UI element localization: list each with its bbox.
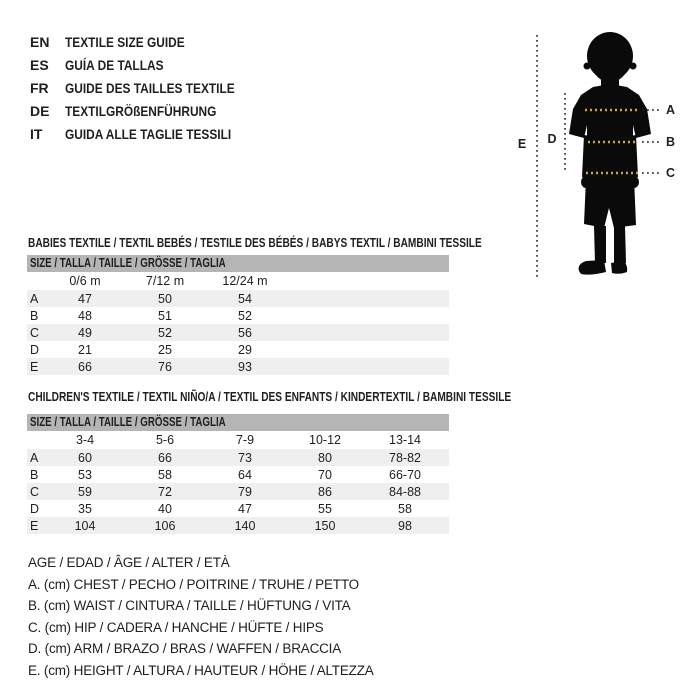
size-header-text: SIZE / TALLA / TAILLE / GRÖSSE / TAGLIA (30, 415, 226, 429)
size-cell: 150 (314, 518, 336, 533)
table-row (27, 500, 449, 517)
children-column-header-row (27, 431, 449, 449)
column-header-cell: 0/6 m (69, 274, 101, 288)
filler-cell (285, 358, 449, 375)
size-cell: 56 (238, 325, 252, 340)
size-cell: 78-82 (389, 450, 421, 465)
row-label-cell: E (30, 518, 39, 533)
size-cell: 29 (238, 342, 252, 357)
children-section-title-text: CHILDREN'S TEXTILE / TEXTIL NIÑO/A / TEXTIL DES ENFANTS / KINDERTEXTIL / BAMBINI TESSILE (28, 389, 512, 404)
language-row-en (30, 31, 265, 54)
size-cell: 49 (78, 325, 92, 340)
legend-item-chest: A. (cm) CHEST / PECHO / POITRINE / TRUHE / PETTO (28, 576, 359, 592)
size-cell: 79 (238, 484, 252, 499)
measurement-legend (28, 552, 374, 681)
filler-cell (445, 431, 449, 449)
size-cell: 140 (234, 518, 256, 533)
filler-cell (445, 466, 449, 483)
language-title: GUIDA ALLE TAGLIE TESSILI (65, 126, 232, 142)
table-row (27, 307, 449, 324)
language-code: DE (30, 103, 50, 119)
size-cell: 55 (318, 501, 332, 516)
size-cell: 48 (78, 308, 92, 323)
legend-age-line: AGE / EDAD / ÂGE / ALTER / ETÀ (28, 555, 230, 570)
language-list (30, 31, 265, 146)
language-title: GUIDE DES TAILLES TEXTILE (65, 80, 235, 96)
row-label-cell: B (30, 467, 39, 482)
column-header-cell: 3-4 (75, 433, 95, 447)
language-row-de (30, 100, 265, 123)
language-row-it (30, 123, 265, 146)
size-cell: 35 (78, 501, 92, 516)
babies-section-title (28, 236, 610, 250)
size-cell: 72 (158, 484, 172, 499)
table-row (27, 449, 449, 466)
size-cell: 40 (158, 501, 172, 516)
babies-table (27, 272, 449, 375)
filler-cell (445, 517, 449, 534)
legend-item-hip: C. (cm) HIP / CADERA / HANCHE / HÜFTE / HIPS (28, 619, 324, 635)
measure-label-c: C (666, 166, 676, 180)
column-header-cell: 12/24 m (222, 274, 268, 288)
language-code: FR (30, 80, 49, 96)
column-header-cell: 10-12 (309, 433, 341, 447)
measure-label-d: D (547, 132, 557, 146)
filler-cell (285, 324, 449, 341)
table-row (27, 466, 449, 483)
corner-cell (27, 431, 45, 449)
size-cell: 52 (158, 325, 172, 340)
table-row (27, 483, 449, 500)
filler-cell (285, 307, 449, 324)
filler-cell (445, 483, 449, 500)
size-cell: 50 (158, 291, 172, 306)
row-label-cell: E (30, 359, 39, 374)
column-header-cell: 7/12 m (145, 274, 185, 288)
language-code: ES (30, 57, 49, 73)
table-row (27, 324, 449, 341)
row-label-cell: B (30, 308, 39, 323)
table-row (27, 341, 449, 358)
legend-item-height: E. (cm) HEIGHT / ALTURA / HAUTEUR / HÖHE / ALTEZZA (28, 662, 374, 678)
babies-section-title-text: BABIES TEXTILE / TEXTIL BEBÉS / TESTILE DES BÉBÉS / BABYS TEXTIL / BAMBINI TESSILE (28, 235, 482, 250)
size-cell: 76 (158, 359, 172, 374)
children-size-header-bar (27, 414, 449, 431)
size-cell: 80 (318, 450, 332, 465)
size-cell: 66 (78, 359, 92, 374)
language-title: TEXTILGRÖßENFÜHRUNG (65, 103, 217, 119)
row-label-cell: D (30, 342, 40, 357)
size-cell: 66 (158, 450, 172, 465)
table-row (27, 290, 449, 307)
size-cell: 21 (78, 342, 92, 357)
babies-size-table (27, 255, 449, 375)
legend-item-arm: D. (cm) ARM / BRAZO / BRAS / WAFFEN / BRACCIA (28, 641, 342, 656)
filler-cell (445, 449, 449, 466)
size-cell: 59 (78, 484, 92, 499)
table-row (27, 358, 449, 375)
size-cell: 93 (238, 359, 252, 374)
size-cell: 25 (158, 342, 172, 357)
row-label-cell: C (30, 325, 40, 340)
row-label-cell: A (30, 291, 39, 306)
babies-column-header-row (27, 272, 449, 290)
filler-cell (285, 272, 449, 290)
size-cell: 73 (238, 450, 252, 465)
language-title: TEXTILE SIZE GUIDE (65, 34, 185, 50)
size-cell: 47 (78, 291, 92, 306)
size-cell: 54 (238, 291, 252, 306)
size-cell: 53 (78, 467, 92, 482)
column-header-cell: 13-14 (389, 433, 421, 447)
measure-label-e: E (517, 137, 527, 151)
size-cell: 104 (74, 518, 96, 533)
size-cell: 98 (398, 518, 412, 533)
legend-item-waist: B. (cm) WAIST / CINTURA / TAILLE / HÜFTUNG / VITA (28, 598, 351, 613)
size-cell: 66-70 (389, 467, 421, 482)
column-header-cell: 5-6 (155, 433, 175, 447)
size-header-text: SIZE / TALLA / TAILLE / GRÖSSE / TAGLIA (30, 256, 226, 270)
babies-size-header-bar (27, 255, 449, 272)
language-title: GUÍA DE TALLAS (65, 57, 164, 73)
table-row (27, 517, 449, 534)
size-cell: 47 (238, 501, 252, 516)
size-cell: 70 (318, 467, 332, 482)
row-label-cell: A (30, 450, 39, 465)
size-cell: 64 (238, 467, 252, 482)
size-cell: 106 (154, 518, 176, 533)
corner-cell (27, 272, 45, 290)
filler-cell (445, 500, 449, 517)
measure-label-a: A (666, 103, 676, 117)
size-cell: 86 (318, 484, 332, 499)
children-table (27, 431, 449, 534)
size-cell: 60 (78, 450, 92, 465)
size-cell: 52 (238, 308, 252, 323)
row-label-cell: D (30, 501, 40, 516)
language-row-es (30, 54, 265, 77)
children-section-title (28, 390, 647, 404)
filler-cell (285, 290, 449, 307)
measure-label-b: B (666, 135, 676, 149)
size-cell: 51 (158, 308, 172, 323)
language-code: IT (30, 126, 43, 142)
size-cell: 84-88 (389, 484, 421, 499)
language-row-fr (30, 77, 265, 100)
column-header-cell: 7-9 (235, 433, 255, 447)
filler-cell (285, 341, 449, 358)
children-size-table (27, 414, 449, 534)
size-cell: 58 (398, 501, 412, 516)
row-label-cell: C (30, 484, 40, 499)
language-code: EN (30, 34, 50, 50)
size-cell: 58 (158, 467, 172, 482)
